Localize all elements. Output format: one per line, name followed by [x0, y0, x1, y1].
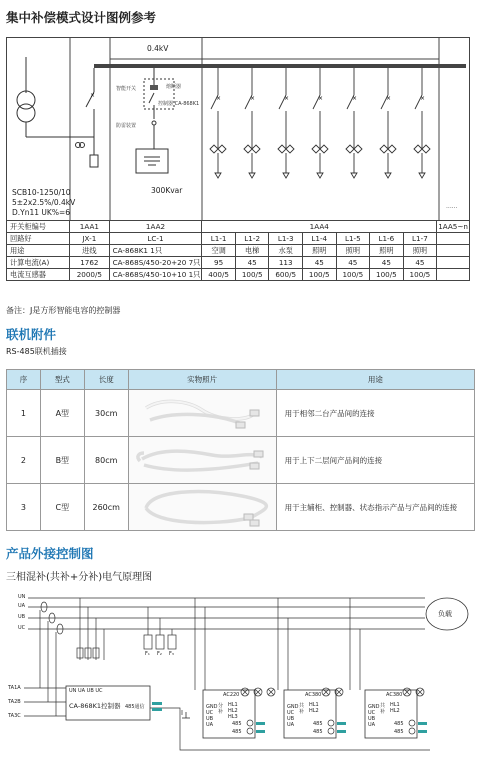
table-cell: L1-7	[403, 233, 437, 245]
svg-text:×: ×	[386, 95, 392, 102]
pin-label: GND	[206, 704, 218, 710]
transformer-spec-line: D.Yn11 UK%=6	[12, 208, 71, 217]
incoming-breaker-icon	[76, 68, 99, 167]
cable-purpose: 用于主辅柜、控制器、状态指示产品与产品间的连接	[276, 484, 474, 531]
wiring-diagram	[0, 590, 485, 761]
table-cell: 113	[269, 257, 303, 269]
table-cell: 1AA1	[70, 221, 109, 233]
table-row	[7, 437, 475, 484]
pin-label: UA	[368, 722, 376, 728]
cable-b-image	[132, 437, 272, 481]
row-number: 1	[7, 390, 41, 437]
module-1-mid: 分补	[218, 703, 224, 715]
cable-photo	[128, 437, 276, 484]
col-header: 序	[7, 370, 41, 390]
capacitor-rating: 300Kvar	[151, 186, 183, 195]
table-row	[7, 233, 470, 245]
pin-label: UB	[287, 716, 295, 722]
pin-label: HL3	[228, 714, 238, 720]
table-cell: CA-868S/450-10+10 1只	[109, 269, 202, 281]
row-number: 2	[7, 437, 41, 484]
pin-label: HL1	[309, 702, 319, 708]
table-cell: 45	[235, 257, 269, 269]
pin-label: HL2	[390, 708, 400, 714]
table-cell: 600/5	[269, 269, 303, 281]
section-subtitle-wiring: 三相混补(共补+分补)电气原理图	[6, 572, 153, 583]
section-title-design: 集中补偿模式设计图例参考	[6, 10, 157, 25]
table-cell: 照明	[403, 245, 437, 257]
svg-text:×: ×	[250, 95, 256, 102]
cable-length: 30cm	[84, 390, 128, 437]
cable-length: 260cm	[84, 484, 128, 531]
transformer-spec-line: 5±2x2.5%/0.4kV	[12, 198, 76, 207]
cable-photo	[128, 390, 276, 437]
col-header: 长度	[84, 370, 128, 390]
table-cell: 100/5	[336, 269, 370, 281]
ct-label-a: TA1A	[8, 685, 21, 691]
module-1-ports	[232, 720, 242, 736]
table-cell: CA-868S/450-20+20 7只	[109, 257, 202, 269]
table-cell: 照明	[303, 245, 337, 257]
cable-length: 80cm	[84, 437, 128, 484]
port-label: 485	[313, 721, 323, 727]
pin-label: HL1	[228, 702, 238, 708]
pin-label: UA	[287, 722, 295, 728]
schematic-note: 备注：J是方形智能电容的控制器	[6, 306, 121, 315]
table-cell: 1762	[70, 257, 109, 269]
transformer-spec	[12, 188, 75, 218]
feeder-breaker-icon	[210, 68, 226, 178]
pin-label: UC	[368, 710, 376, 716]
section-title-accessories: 联机附件	[6, 327, 57, 342]
table-cell: 400/5	[202, 269, 236, 281]
line-label-uc: UC	[18, 625, 26, 631]
table-cell: L1-2	[235, 233, 269, 245]
feeder-breaker-icon	[312, 68, 328, 178]
ct-label-b: TA2B	[8, 699, 21, 705]
feeder-breaker-icon	[346, 68, 362, 178]
svg-text:×: ×	[284, 95, 290, 102]
table-row	[7, 245, 470, 257]
svg-text:×: ×	[318, 95, 324, 102]
table-cell: 照明	[370, 245, 404, 257]
pin-label: UC	[287, 710, 295, 716]
port-label: 485	[394, 729, 404, 735]
table-cell: 1AA2	[109, 221, 202, 233]
table-cell: L1-5	[336, 233, 370, 245]
line-label-un: UN	[18, 594, 26, 600]
pin-label: HL1	[390, 702, 400, 708]
module-2-ac: AC380	[305, 692, 322, 698]
table-cell	[437, 233, 470, 245]
col-header: 实物照片	[128, 370, 276, 390]
module-2-ports	[313, 720, 323, 736]
pin-label: UB	[368, 716, 376, 722]
pin-label: UC	[206, 710, 214, 716]
table-cell: 2000/5	[70, 269, 109, 281]
table-cell: 95	[202, 257, 236, 269]
cable-type: C型	[40, 484, 84, 531]
load-label: 负载	[438, 610, 452, 618]
cable-purpose: 用于相邻二台产品间的连接	[276, 390, 474, 437]
table-cell: 1AA4	[202, 221, 437, 233]
table-cell: 1AA5~n	[438, 222, 468, 231]
pin-label: UB	[206, 716, 214, 722]
module-3-ports	[394, 720, 404, 736]
table-cell: 45	[403, 257, 437, 269]
module-2-pins	[287, 704, 298, 728]
row-label: 开关柜编号	[7, 221, 70, 233]
table-cell: 45	[303, 257, 337, 269]
table-cell: L1-3	[269, 233, 303, 245]
port-label: 485	[394, 721, 404, 727]
cable-type: B型	[40, 437, 84, 484]
table-cell: 100/5	[403, 269, 437, 281]
feeder-breaker-icon	[414, 68, 430, 178]
dots-label: ......	[446, 203, 458, 210]
pin-label: HL2	[309, 708, 319, 714]
table-cell: 照明	[336, 245, 370, 257]
table-cell: 100/5	[235, 269, 269, 281]
table-cell	[437, 269, 470, 281]
table-cell: LC-1	[109, 233, 202, 245]
table-cell: JX-1	[70, 233, 109, 245]
cable-c-image	[132, 484, 272, 528]
svg-text:×: ×	[420, 95, 426, 102]
schematic-table	[6, 220, 470, 281]
row-label: 电流互感器	[7, 269, 70, 281]
cap-annot-controller: 控制器 CA-868K1	[158, 101, 200, 107]
table-cell: 100/5	[370, 269, 404, 281]
pin-label: GND	[368, 704, 380, 710]
cable-a-image	[132, 390, 272, 434]
cable-purpose: 用于上下二层间产品间的连接	[276, 437, 474, 484]
feeder-breaker-icon	[244, 68, 260, 178]
port-label: 485	[232, 721, 242, 727]
module-3-hl	[390, 702, 400, 714]
table-cell: 进线	[70, 245, 109, 257]
pin-label: GND	[287, 704, 299, 710]
line-label-ub: UB	[18, 614, 26, 620]
table-cell: CA-868K1 1只	[109, 245, 202, 257]
cap-annot-switch: 智能开关	[116, 86, 137, 92]
table-row	[7, 257, 470, 269]
row-label: 回路好	[7, 233, 70, 245]
table-cell	[437, 245, 470, 257]
module-3-mid: 共补	[380, 703, 386, 715]
bus-label: 0.4kV	[147, 44, 169, 53]
table-header-row	[7, 370, 475, 390]
module-1-pins	[206, 704, 217, 728]
line-label-ua: UA	[18, 603, 26, 609]
table-cell	[437, 257, 470, 269]
section-subtitle-rs485: RS-485联机插接	[6, 347, 67, 356]
module-1-hl	[228, 702, 238, 720]
svg-text:×: ×	[352, 95, 358, 102]
controller-top-label: UN UA UB UC	[69, 688, 103, 694]
controller-label: CA-868K1控制器	[69, 702, 121, 710]
module-1-ac: AC220	[223, 692, 240, 698]
port-label: 485	[313, 729, 323, 735]
feeder-breaker-icon	[380, 68, 396, 178]
svg-text:×: ×	[90, 92, 96, 99]
accessory-table	[6, 369, 475, 531]
table-cell: 水泵	[269, 245, 303, 257]
table-cell: 100/5	[303, 269, 337, 281]
col-header: 型式	[40, 370, 84, 390]
pin-label: HL2	[228, 708, 238, 714]
pin-label: UA	[206, 722, 214, 728]
row-label: 用途	[7, 245, 70, 257]
table-cell: L1-1	[202, 233, 236, 245]
table-row	[7, 269, 470, 281]
table-row	[7, 484, 475, 531]
transformer-icon	[17, 57, 94, 137]
table-cell: 电梯	[235, 245, 269, 257]
row-number: 3	[7, 484, 41, 531]
fuse-label-1: F₁	[145, 651, 150, 657]
cap-annot-lightning: 防雷装置	[116, 123, 137, 129]
row-label: 计算电流(A)	[7, 257, 70, 269]
cap-annot-fuse: 熔断器	[166, 84, 182, 90]
ct-label-c: TA3C	[8, 713, 21, 719]
cable-photo	[128, 484, 276, 531]
fuse-label-3: F₃	[169, 651, 174, 657]
table-cell: L1-6	[370, 233, 404, 245]
module-3-ac: AC380	[386, 692, 403, 698]
table-cell: 45	[370, 257, 404, 269]
module-2-hl	[309, 702, 319, 714]
table-cell: L1-4	[303, 233, 337, 245]
module-2-mid: 共补	[299, 703, 305, 715]
cable-type: A型	[40, 390, 84, 437]
table-cell: 45	[336, 257, 370, 269]
feeder-breaker-icon	[278, 68, 294, 178]
table-cell: 空调	[202, 245, 236, 257]
transformer-spec-line: SCB10-1250/10	[12, 188, 71, 197]
col-header: 用途	[276, 370, 474, 390]
svg-text:×: ×	[216, 95, 222, 102]
controller-485-label: 485通信	[125, 704, 145, 710]
module-3-pins	[368, 704, 379, 728]
port-label: 485	[232, 729, 242, 735]
feeder-branches	[210, 68, 430, 178]
table-row	[7, 221, 470, 233]
section-title-wiring: 产品外接控制图	[6, 546, 94, 561]
table-row	[7, 390, 475, 437]
fuse-label-2: F₂	[157, 651, 162, 657]
